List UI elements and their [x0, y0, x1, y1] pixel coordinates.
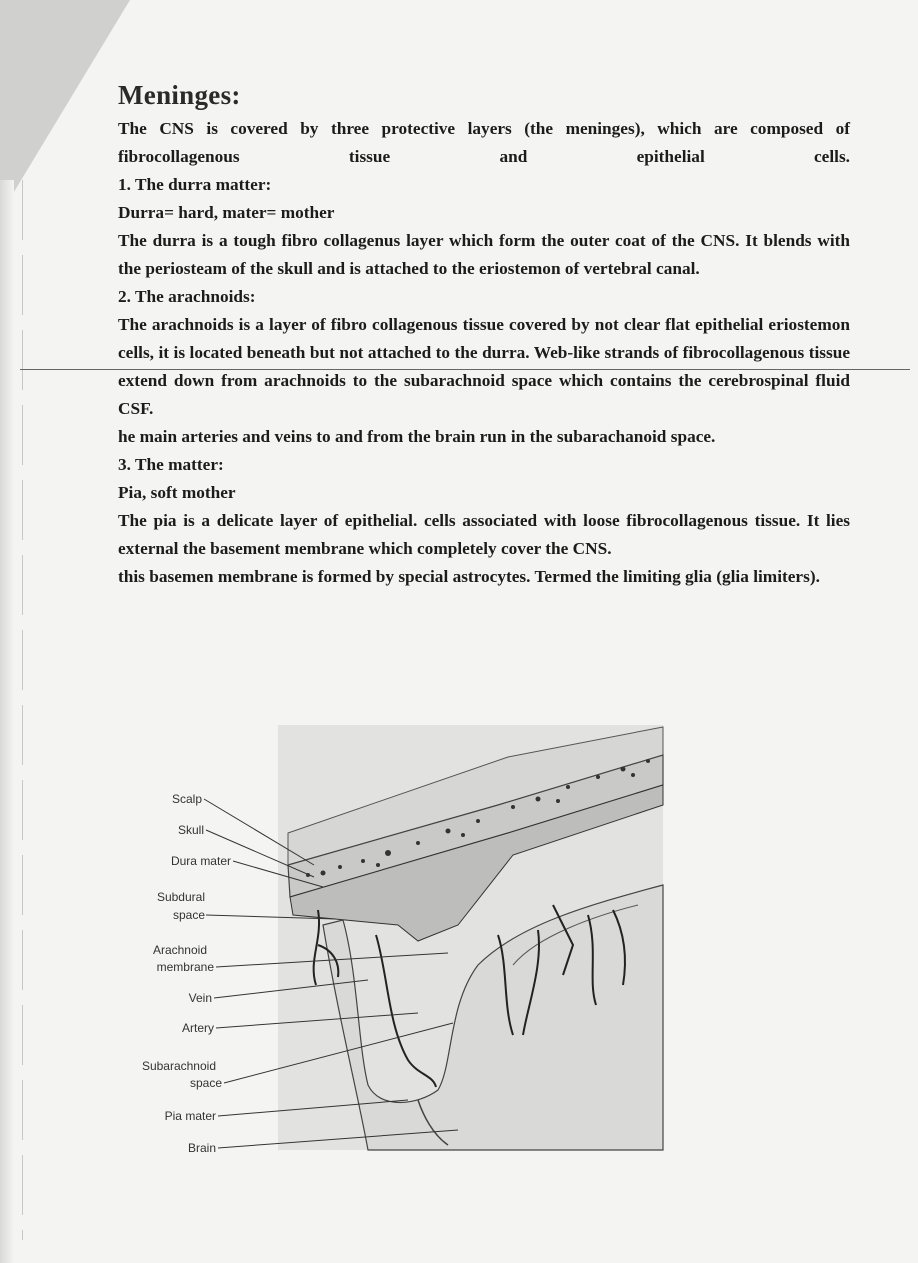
arachnoid-heading: 2. The arachnoids:	[118, 287, 256, 306]
pia-heading: 3. The matter:	[118, 455, 224, 474]
label-vein: Vein	[188, 991, 212, 1005]
label-pia-mater: Pia mater	[164, 1109, 216, 1123]
meninges-illustration	[118, 715, 678, 1165]
pia-etymology: Pia, soft mother	[118, 483, 236, 502]
label-skull: Skull	[177, 823, 204, 837]
label-brain: Brain	[187, 1141, 216, 1155]
vessels-paragraph: he main arteries and veins to and from the brain run in the subarachanoid space.	[118, 427, 716, 446]
binding-shadow	[0, 180, 14, 1263]
label-scalp: Scalp	[171, 792, 202, 806]
label-subarachnoid-line2: space	[189, 1076, 222, 1090]
pia-paragraph: The pia is a delicate layer of epithelial. cells associated with loose fibrocollagenous tissue. It lies external the basement membrane which completely cover the CNS.	[118, 511, 850, 558]
folded-page-corner	[0, 0, 130, 215]
glia-paragraph: this basemen membrane is formed by special astrocytes. Termed the limiting glia (glia limiters).	[118, 567, 820, 586]
page-content	[118, 80, 850, 591]
binding-holes	[22, 180, 23, 1240]
label-arachnoid-line1: Arachnoid	[152, 943, 207, 957]
dura-paragraph: The durra is a tough fibro collagenus layer which form the outer coat of the CNS. It blends with the periosteam of the skull and is attached to the eriostemon of vertebral canal.	[118, 231, 850, 278]
label-subdural-line1: Subdural	[156, 890, 205, 904]
arachnoid-paragraph: The arachnoids is a layer of fibro collagenous tissue covered by not clear flat epithelial eriostemon cells, it is located beneath but not attached to the durra. Web-like strands of fibrocollagenous tissue extend down from arachnoids to the subarachnoid space which contains the cerebrospinal fluid CSF.	[118, 315, 850, 418]
dura-heading: 1. The durra matter:	[118, 175, 272, 194]
label-subarachnoid-line1: Subarachnoid	[141, 1059, 216, 1073]
intro-paragraph: The CNS is covered by three protective layers (the meninges), which are composed of fibrocollagenous tissue and epithelial cells.	[118, 119, 850, 166]
label-subdural-line2: space	[172, 908, 205, 922]
label-artery: Artery	[181, 1021, 214, 1035]
label-arachnoid-line2: membrane	[156, 960, 214, 974]
meninges-diagram	[118, 715, 678, 1165]
page-title: Meninges:	[118, 80, 241, 110]
label-dura-mater: Dura mater	[170, 854, 231, 868]
dura-etymology: Durra= hard, mater= mother	[118, 203, 335, 222]
